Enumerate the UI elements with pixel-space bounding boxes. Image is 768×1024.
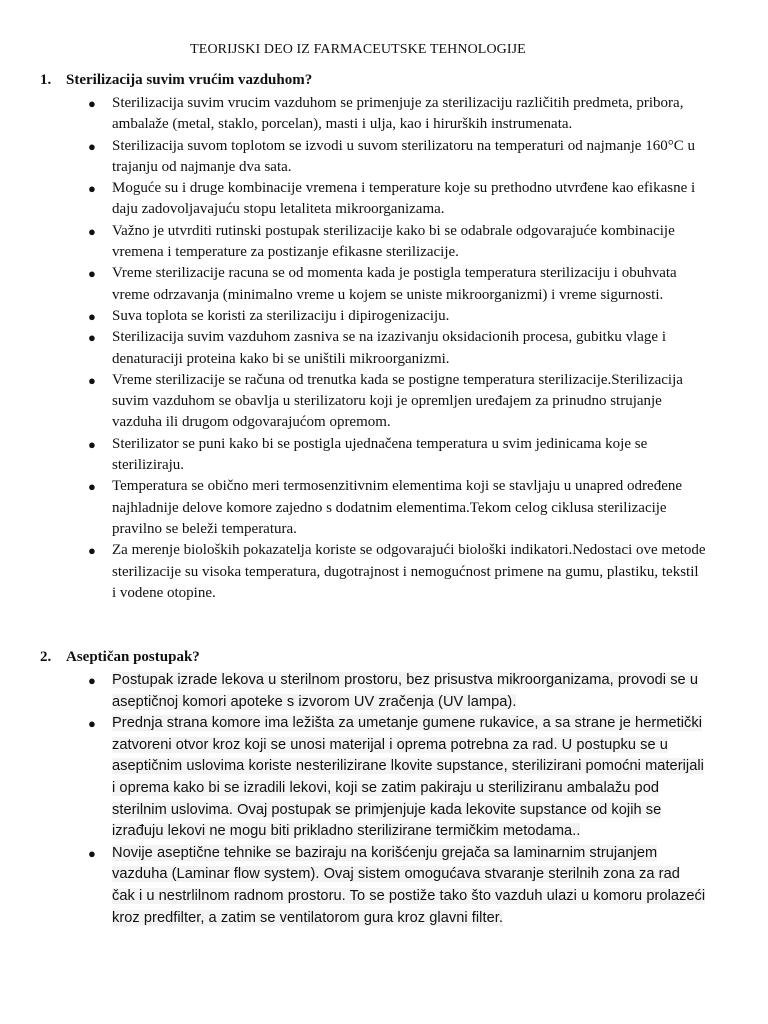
list-item-text: Važno je utvrditi rutinski postupak sterilizacije kako bi se odabrale odgovarajuće kombinacije vremena i temperature za postizanje efikasne sterilizacije. — [112, 222, 675, 261]
list-item-text: Suva toplota se koristi za sterilizaciju i dipirogenizaciju. — [112, 307, 450, 324]
section-heading — [40, 647, 706, 667]
list-item — [40, 713, 706, 843]
list-item-text: Vreme sterilizacije racuna se od momenta kada je postigla temperatura sterilizaciju i obuhvata vreme odrzavanja (minimalno vreme u kojem se uniste mikroorganizmi) i vreme sigurnosti. — [112, 265, 677, 303]
bullet-icon: ● — [88, 96, 96, 111]
list-item-text: Sterilizacija suvim vrucim vazduhom se primenjuje za sterilizaciju različitih predmeta, pribora, ambalaže (metal, staklo, porcelan), masti i ulja, kao i hirurških instrumenata. — [112, 95, 684, 133]
list-item-text: Novije aseptične tehnike se baziraju na korišćenju grejača sa laminarnim strujanjem vazduha (Laminar flow system). Ovaj sistem omogućava stvaranje sterilnih zona za rad čak i u nestrlilnom radnom prostoru. To se postiže tako što vazduh ulazi u komoru prolazeći kroz predfilter, a zatim se ventilatorom gura kroz glavni filter. — [112, 844, 706, 926]
list-item — [40, 476, 706, 540]
bullet-icon: ● — [88, 181, 96, 197]
list-item-text: Vreme sterilizacije se računa od trenutka kada se postigne temperatura sterilizacije.Sterilizacija suvim vazduhom se obavlja u sterilizatoru koji je opremljen uređajem za prinudno strujanje vazduha ili drugom odgovarajućom opremom. — [112, 371, 683, 431]
list-item-text: Prednja strana komore ima ležišta za umetanje gumene rukavice, a sa strane je hermetički zatvoreni otvor kroz koji se unosi materijal i oprema potrebna za rad. U postupku se u aseptičnim uslovima koriste nesterilizirane lkovite supstance, sterilizirani pomoćni materijali i oprema kako bi se izradili lekovi, koji se zatim pakiraju u steriliziranu ambalažu pod sterilnim uslovima. Ovaj postupak se primjenjuje kada lekovite supstance od kojih se izrađuju lekovi ne mogu biti prikladno sterilizirane termičkim metodama.. — [112, 715, 704, 840]
list-item — [40, 540, 706, 604]
section-heading — [40, 70, 706, 90]
bullet-icon: ● — [88, 308, 96, 324]
list-item-text: Postupak izrade lekova u sterilnom prostoru, bez prisustva mikroorganizama, provodi se u aseptičnoj komori apoteke s izvorom UV zračenja (UV lampa). — [112, 672, 698, 710]
bullet-list — [40, 93, 706, 604]
list-item — [40, 93, 706, 136]
bullet-icon: ● — [88, 372, 96, 388]
list-item — [40, 843, 706, 929]
section-heading-text: Sterilizacija suvim vrućim vazduhom? — [66, 72, 313, 88]
bullet-icon: ● — [88, 223, 96, 239]
bullet-icon: ● — [88, 330, 96, 346]
list-item — [40, 327, 706, 370]
bullet-icon: ● — [88, 436, 96, 452]
section-number: 1. — [40, 72, 52, 88]
bullet-icon: ● — [88, 673, 96, 688]
bullet-icon: ● — [88, 479, 96, 495]
list-item-text: Sterilizacija suvim vazduhom zasniva se na izazivanju oksidacionih procesa, gubitku vlage i denaturaciji proteina kako bi se uništili mikroorganizmi. — [112, 329, 666, 367]
bullet-icon: ● — [88, 716, 96, 732]
list-item-text: Sterilizacija suvom toplotom se izvodi u suvom sterilizatoru na temperaturi od najmanje 160°C u trajanju od najmanje dva sata. — [112, 137, 695, 175]
section-heading-text: Aseptičan postupak? — [66, 649, 200, 665]
list-item — [40, 136, 706, 179]
page-title: TEORIJSKI DEO IZ FARMACEUTSKE TEHNOLOGIJE — [190, 42, 526, 57]
list-item — [40, 434, 706, 477]
list-item — [40, 370, 706, 434]
list-item — [40, 178, 706, 221]
list-item-text: Za merenje bioloških pokazatelja koriste se odgovarajući biološki indikatori.Nedostaci ove metode sterilizacije su visoka temperatura, dugotrajnost i nemogućnost primene na gumu, plastiku, tekstil i vodene otopine. — [112, 542, 706, 601]
bullet-icon: ● — [88, 543, 96, 559]
bullet-icon: ● — [88, 845, 96, 861]
list-item — [40, 306, 706, 327]
list-item — [40, 670, 706, 713]
list-item-text: Sterilizator se puni kako bi se postigla ujednačena temperatura u svim jedinicama koje se steriliziraju. — [112, 435, 648, 474]
list-item-text: Temperatura se obično meri termosenzitivnim elementima koji se stavljaju u unapred određene najhladnije delove komore zajedno s dodatnim elementima.Tekom celog ciklusa sterilizacije pravilno se beleži temperatura. — [112, 478, 683, 537]
list-item-text: Moguće su i druge kombinacije vremena i temperature koje su prethodno utvrđene kao efikasne i daju zadovoljavajuću stopu letaliteta mikroorganizama. — [112, 180, 696, 218]
section-number: 2. — [40, 649, 52, 665]
section-sterilization — [40, 70, 706, 604]
bullet-icon: ● — [88, 266, 96, 282]
section-aseptic — [40, 647, 706, 929]
list-item — [40, 263, 706, 306]
list-item — [40, 221, 706, 264]
bullet-list — [40, 670, 706, 929]
bullet-icon: ● — [88, 138, 96, 154]
